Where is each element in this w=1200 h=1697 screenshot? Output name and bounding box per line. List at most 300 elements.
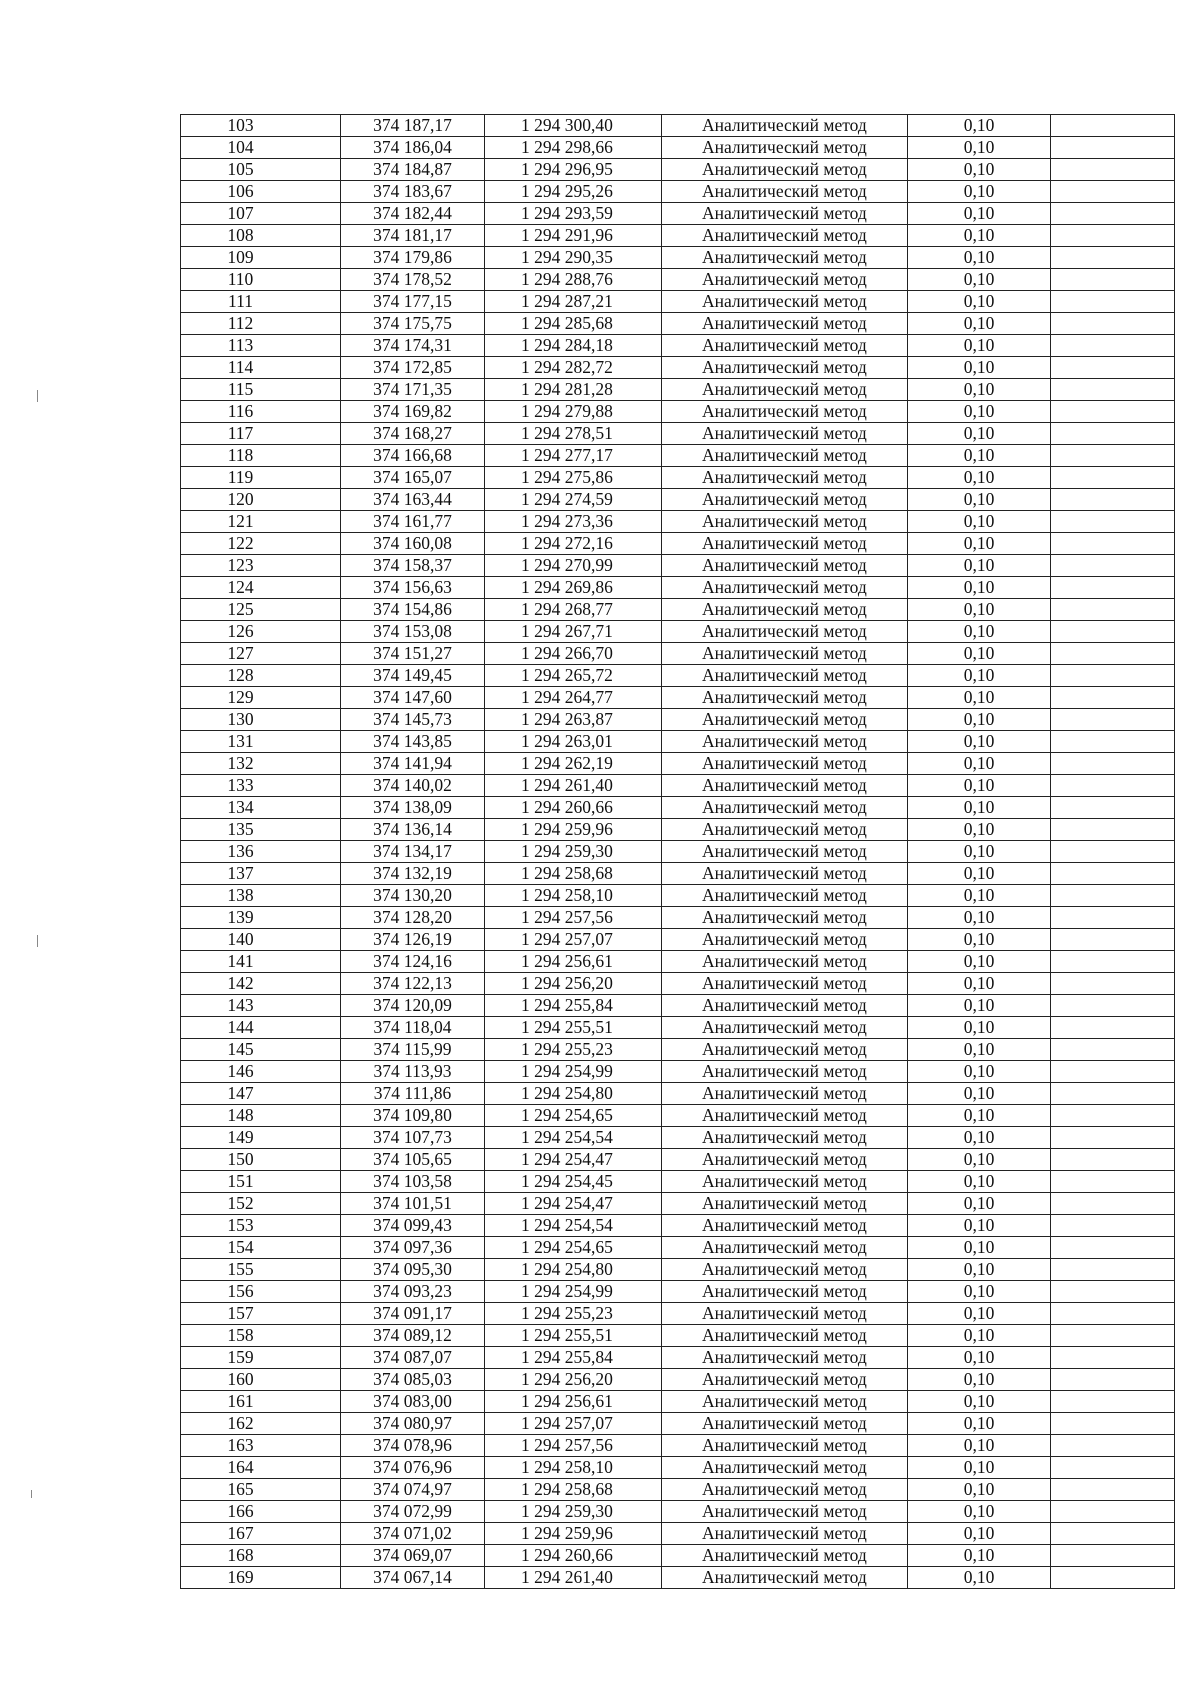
coordinates-table <box>180 114 1175 1589</box>
note-cell <box>1051 687 1175 709</box>
method-cell: Аналитический метод <box>662 225 908 247</box>
x-coordinate-cell: 374 174,31 <box>341 335 485 357</box>
accuracy-cell: 0,10 <box>908 1281 1051 1303</box>
point-number-cell: 147 <box>181 1083 341 1105</box>
note-cell <box>1051 423 1175 445</box>
accuracy-cell: 0,10 <box>908 1391 1051 1413</box>
accuracy-cell: 0,10 <box>908 995 1051 1017</box>
note-cell <box>1051 1303 1175 1325</box>
note-cell <box>1051 753 1175 775</box>
table-row <box>181 599 1175 621</box>
method-cell: Аналитический метод <box>662 291 908 313</box>
point-number-cell: 117 <box>181 423 341 445</box>
note-cell <box>1051 1127 1175 1149</box>
x-coordinate-cell: 374 147,60 <box>341 687 485 709</box>
accuracy-cell: 0,10 <box>908 753 1051 775</box>
y-coordinate-cell: 1 294 254,80 <box>485 1259 662 1281</box>
point-number-cell: 146 <box>181 1061 341 1083</box>
y-coordinate-cell: 1 294 256,20 <box>485 973 662 995</box>
x-coordinate-cell: 374 151,27 <box>341 643 485 665</box>
accuracy-cell: 0,10 <box>908 379 1051 401</box>
x-coordinate-cell: 374 076,96 <box>341 1457 485 1479</box>
x-coordinate-cell: 374 179,86 <box>341 247 485 269</box>
x-coordinate-cell: 374 136,14 <box>341 819 485 841</box>
note-cell <box>1051 1457 1175 1479</box>
table-row <box>181 1325 1175 1347</box>
note-cell <box>1051 1567 1175 1589</box>
y-coordinate-cell: 1 294 268,77 <box>485 599 662 621</box>
note-cell <box>1051 269 1175 291</box>
x-coordinate-cell: 374 069,07 <box>341 1545 485 1567</box>
y-coordinate-cell: 1 294 275,86 <box>485 467 662 489</box>
accuracy-cell: 0,10 <box>908 181 1051 203</box>
method-cell: Аналитический метод <box>662 709 908 731</box>
x-coordinate-cell: 374 141,94 <box>341 753 485 775</box>
point-number-cell: 154 <box>181 1237 341 1259</box>
accuracy-cell: 0,10 <box>908 511 1051 533</box>
method-cell: Аналитический метод <box>662 489 908 511</box>
table-row <box>181 643 1175 665</box>
y-coordinate-cell: 1 294 263,87 <box>485 709 662 731</box>
method-cell: Аналитический метод <box>662 1523 908 1545</box>
y-coordinate-cell: 1 294 300,40 <box>485 115 662 137</box>
table-row <box>181 291 1175 313</box>
point-number-cell: 145 <box>181 1039 341 1061</box>
x-coordinate-cell: 374 109,80 <box>341 1105 485 1127</box>
note-cell <box>1051 951 1175 973</box>
note-cell <box>1051 357 1175 379</box>
point-number-cell: 134 <box>181 797 341 819</box>
point-number-cell: 133 <box>181 775 341 797</box>
method-cell: Аналитический метод <box>662 1061 908 1083</box>
accuracy-cell: 0,10 <box>908 115 1051 137</box>
point-number-cell: 155 <box>181 1259 341 1281</box>
x-coordinate-cell: 374 169,82 <box>341 401 485 423</box>
method-cell: Аналитический метод <box>662 951 908 973</box>
accuracy-cell: 0,10 <box>908 819 1051 841</box>
accuracy-cell: 0,10 <box>908 1061 1051 1083</box>
y-coordinate-cell: 1 294 255,84 <box>485 995 662 1017</box>
table-row <box>181 137 1175 159</box>
point-number-cell: 132 <box>181 753 341 775</box>
table-row <box>181 1303 1175 1325</box>
note-cell <box>1051 1523 1175 1545</box>
y-coordinate-cell: 1 294 285,68 <box>485 313 662 335</box>
point-number-cell: 116 <box>181 401 341 423</box>
accuracy-cell: 0,10 <box>908 687 1051 709</box>
note-cell <box>1051 1083 1175 1105</box>
accuracy-cell: 0,10 <box>908 841 1051 863</box>
method-cell: Аналитический метод <box>662 1325 908 1347</box>
table-row <box>181 665 1175 687</box>
accuracy-cell: 0,10 <box>908 1347 1051 1369</box>
table-row <box>181 1259 1175 1281</box>
point-number-cell: 105 <box>181 159 341 181</box>
x-coordinate-cell: 374 067,14 <box>341 1567 485 1589</box>
y-coordinate-cell: 1 294 256,20 <box>485 1369 662 1391</box>
y-coordinate-cell: 1 294 284,18 <box>485 335 662 357</box>
x-coordinate-cell: 374 120,09 <box>341 995 485 1017</box>
method-cell: Аналитический метод <box>662 401 908 423</box>
point-number-cell: 119 <box>181 467 341 489</box>
point-number-cell: 148 <box>181 1105 341 1127</box>
point-number-cell: 129 <box>181 687 341 709</box>
y-coordinate-cell: 1 294 270,99 <box>485 555 662 577</box>
point-number-cell: 160 <box>181 1369 341 1391</box>
y-coordinate-cell: 1 294 254,99 <box>485 1061 662 1083</box>
note-cell <box>1051 115 1175 137</box>
note-cell <box>1051 401 1175 423</box>
accuracy-cell: 0,10 <box>908 599 1051 621</box>
method-cell: Аналитический метод <box>662 1105 908 1127</box>
x-coordinate-cell: 374 089,12 <box>341 1325 485 1347</box>
accuracy-cell: 0,10 <box>908 1369 1051 1391</box>
accuracy-cell: 0,10 <box>908 1083 1051 1105</box>
y-coordinate-cell: 1 294 254,47 <box>485 1149 662 1171</box>
point-number-cell: 152 <box>181 1193 341 1215</box>
method-cell: Аналитический метод <box>662 313 908 335</box>
accuracy-cell: 0,10 <box>908 1567 1051 1589</box>
y-coordinate-cell: 1 294 254,54 <box>485 1215 662 1237</box>
method-cell: Аналитический метод <box>662 885 908 907</box>
accuracy-cell: 0,10 <box>908 643 1051 665</box>
method-cell: Аналитический метод <box>662 203 908 225</box>
note-cell <box>1051 203 1175 225</box>
table-row <box>181 995 1175 1017</box>
method-cell: Аналитический метод <box>662 555 908 577</box>
table-row <box>181 1479 1175 1501</box>
y-coordinate-cell: 1 294 257,56 <box>485 907 662 929</box>
method-cell: Аналитический метод <box>662 643 908 665</box>
point-number-cell: 115 <box>181 379 341 401</box>
y-coordinate-cell: 1 294 287,21 <box>485 291 662 313</box>
y-coordinate-cell: 1 294 291,96 <box>485 225 662 247</box>
y-coordinate-cell: 1 294 258,10 <box>485 885 662 907</box>
accuracy-cell: 0,10 <box>908 401 1051 423</box>
y-coordinate-cell: 1 294 256,61 <box>485 1391 662 1413</box>
y-coordinate-cell: 1 294 273,36 <box>485 511 662 533</box>
table-row <box>181 775 1175 797</box>
method-cell: Аналитический метод <box>662 1457 908 1479</box>
note-cell <box>1051 511 1175 533</box>
point-number-cell: 157 <box>181 1303 341 1325</box>
note-cell <box>1051 555 1175 577</box>
x-coordinate-cell: 374 099,43 <box>341 1215 485 1237</box>
note-cell <box>1051 489 1175 511</box>
y-coordinate-cell: 1 294 277,17 <box>485 445 662 467</box>
table-row <box>181 621 1175 643</box>
coordinates-table-body <box>181 115 1175 1589</box>
point-number-cell: 106 <box>181 181 341 203</box>
y-coordinate-cell: 1 294 265,72 <box>485 665 662 687</box>
point-number-cell: 168 <box>181 1545 341 1567</box>
accuracy-cell: 0,10 <box>908 159 1051 181</box>
point-number-cell: 109 <box>181 247 341 269</box>
x-coordinate-cell: 374 140,02 <box>341 775 485 797</box>
method-cell: Аналитический метод <box>662 1083 908 1105</box>
y-coordinate-cell: 1 294 255,23 <box>485 1039 662 1061</box>
accuracy-cell: 0,10 <box>908 1457 1051 1479</box>
x-coordinate-cell: 374 158,37 <box>341 555 485 577</box>
note-cell <box>1051 1435 1175 1457</box>
point-number-cell: 108 <box>181 225 341 247</box>
note-cell <box>1051 819 1175 841</box>
table-row <box>181 907 1175 929</box>
method-cell: Аналитический метод <box>662 973 908 995</box>
method-cell: Аналитический метод <box>662 467 908 489</box>
x-coordinate-cell: 374 143,85 <box>341 731 485 753</box>
y-coordinate-cell: 1 294 293,59 <box>485 203 662 225</box>
y-coordinate-cell: 1 294 254,47 <box>485 1193 662 1215</box>
point-number-cell: 169 <box>181 1567 341 1589</box>
note-cell <box>1051 929 1175 951</box>
x-coordinate-cell: 374 126,19 <box>341 929 485 951</box>
point-number-cell: 141 <box>181 951 341 973</box>
table-row <box>181 1457 1175 1479</box>
accuracy-cell: 0,10 <box>908 225 1051 247</box>
point-number-cell: 121 <box>181 511 341 533</box>
point-number-cell: 167 <box>181 1523 341 1545</box>
y-coordinate-cell: 1 294 262,19 <box>485 753 662 775</box>
point-number-cell: 165 <box>181 1479 341 1501</box>
accuracy-cell: 0,10 <box>908 797 1051 819</box>
accuracy-cell: 0,10 <box>908 1039 1051 1061</box>
accuracy-cell: 0,10 <box>908 1127 1051 1149</box>
table-row <box>181 335 1175 357</box>
table-row <box>181 313 1175 335</box>
point-number-cell: 142 <box>181 973 341 995</box>
x-coordinate-cell: 374 177,15 <box>341 291 485 313</box>
x-coordinate-cell: 374 184,87 <box>341 159 485 181</box>
accuracy-cell: 0,10 <box>908 1545 1051 1567</box>
table-row <box>181 1567 1175 1589</box>
table-row <box>181 1149 1175 1171</box>
note-cell <box>1051 1237 1175 1259</box>
accuracy-cell: 0,10 <box>908 621 1051 643</box>
x-coordinate-cell: 374 111,86 <box>341 1083 485 1105</box>
method-cell: Аналитический метод <box>662 797 908 819</box>
scan-mark-left-3 <box>31 1490 32 1498</box>
method-cell: Аналитический метод <box>662 1039 908 1061</box>
accuracy-cell: 0,10 <box>908 929 1051 951</box>
point-number-cell: 166 <box>181 1501 341 1523</box>
y-coordinate-cell: 1 294 255,51 <box>485 1325 662 1347</box>
note-cell <box>1051 1413 1175 1435</box>
method-cell: Аналитический метод <box>662 1171 908 1193</box>
x-coordinate-cell: 374 105,65 <box>341 1149 485 1171</box>
note-cell <box>1051 181 1175 203</box>
accuracy-cell: 0,10 <box>908 1149 1051 1171</box>
y-coordinate-cell: 1 294 267,71 <box>485 621 662 643</box>
note-cell <box>1051 1259 1175 1281</box>
note-cell <box>1051 1391 1175 1413</box>
method-cell: Аналитический метод <box>662 269 908 291</box>
x-coordinate-cell: 374 160,08 <box>341 533 485 555</box>
note-cell <box>1051 1369 1175 1391</box>
note-cell <box>1051 863 1175 885</box>
accuracy-cell: 0,10 <box>908 1215 1051 1237</box>
method-cell: Аналитический метод <box>662 1501 908 1523</box>
method-cell: Аналитический метод <box>662 863 908 885</box>
y-coordinate-cell: 1 294 274,59 <box>485 489 662 511</box>
note-cell <box>1051 775 1175 797</box>
x-coordinate-cell: 374 072,99 <box>341 1501 485 1523</box>
point-number-cell: 143 <box>181 995 341 1017</box>
note-cell <box>1051 797 1175 819</box>
table-row <box>181 1347 1175 1369</box>
note-cell <box>1051 1039 1175 1061</box>
method-cell: Аналитический метод <box>662 995 908 1017</box>
method-cell: Аналитический метод <box>662 1127 908 1149</box>
point-number-cell: 144 <box>181 1017 341 1039</box>
x-coordinate-cell: 374 181,17 <box>341 225 485 247</box>
method-cell: Аналитический метод <box>662 577 908 599</box>
note-cell <box>1051 159 1175 181</box>
accuracy-cell: 0,10 <box>908 1501 1051 1523</box>
note-cell <box>1051 1281 1175 1303</box>
y-coordinate-cell: 1 294 290,35 <box>485 247 662 269</box>
accuracy-cell: 0,10 <box>908 1171 1051 1193</box>
table-row <box>181 423 1175 445</box>
accuracy-cell: 0,10 <box>908 709 1051 731</box>
point-number-cell: 124 <box>181 577 341 599</box>
method-cell: Аналитический метод <box>662 1545 908 1567</box>
method-cell: Аналитический метод <box>662 423 908 445</box>
accuracy-cell: 0,10 <box>908 1259 1051 1281</box>
note-cell <box>1051 291 1175 313</box>
x-coordinate-cell: 374 132,19 <box>341 863 485 885</box>
point-number-cell: 156 <box>181 1281 341 1303</box>
accuracy-cell: 0,10 <box>908 775 1051 797</box>
y-coordinate-cell: 1 294 255,84 <box>485 1347 662 1369</box>
y-coordinate-cell: 1 294 260,66 <box>485 1545 662 1567</box>
x-coordinate-cell: 374 165,07 <box>341 467 485 489</box>
y-coordinate-cell: 1 294 269,86 <box>485 577 662 599</box>
method-cell: Аналитический метод <box>662 599 908 621</box>
y-coordinate-cell: 1 294 263,01 <box>485 731 662 753</box>
accuracy-cell: 0,10 <box>908 1105 1051 1127</box>
y-coordinate-cell: 1 294 279,88 <box>485 401 662 423</box>
note-cell <box>1051 665 1175 687</box>
point-number-cell: 125 <box>181 599 341 621</box>
table-row <box>181 1435 1175 1457</box>
method-cell: Аналитический метод <box>662 511 908 533</box>
accuracy-cell: 0,10 <box>908 1413 1051 1435</box>
table-row <box>181 797 1175 819</box>
point-number-cell: 150 <box>181 1149 341 1171</box>
table-row <box>181 577 1175 599</box>
point-number-cell: 112 <box>181 313 341 335</box>
point-number-cell: 162 <box>181 1413 341 1435</box>
note-cell <box>1051 973 1175 995</box>
x-coordinate-cell: 374 101,51 <box>341 1193 485 1215</box>
method-cell: Аналитический метод <box>662 1193 908 1215</box>
table-row <box>181 269 1175 291</box>
x-coordinate-cell: 374 113,93 <box>341 1061 485 1083</box>
note-cell <box>1051 1061 1175 1083</box>
y-coordinate-cell: 1 294 298,66 <box>485 137 662 159</box>
table-row <box>181 1083 1175 1105</box>
y-coordinate-cell: 1 294 257,07 <box>485 1413 662 1435</box>
table-row <box>181 159 1175 181</box>
method-cell: Аналитический метод <box>662 247 908 269</box>
table-row <box>181 819 1175 841</box>
y-coordinate-cell: 1 294 258,10 <box>485 1457 662 1479</box>
x-coordinate-cell: 374 093,23 <box>341 1281 485 1303</box>
accuracy-cell: 0,10 <box>908 533 1051 555</box>
table-row <box>181 1413 1175 1435</box>
method-cell: Аналитический метод <box>662 907 908 929</box>
note-cell <box>1051 225 1175 247</box>
table-row <box>181 467 1175 489</box>
x-coordinate-cell: 374 080,97 <box>341 1413 485 1435</box>
point-number-cell: 118 <box>181 445 341 467</box>
note-cell <box>1051 1347 1175 1369</box>
method-cell: Аналитический метод <box>662 1391 908 1413</box>
method-cell: Аналитический метод <box>662 1303 908 1325</box>
y-coordinate-cell: 1 294 256,61 <box>485 951 662 973</box>
table-row <box>181 1545 1175 1567</box>
method-cell: Аналитический метод <box>662 1347 908 1369</box>
x-coordinate-cell: 374 172,85 <box>341 357 485 379</box>
method-cell: Аналитический метод <box>662 379 908 401</box>
accuracy-cell: 0,10 <box>908 577 1051 599</box>
accuracy-cell: 0,10 <box>908 1303 1051 1325</box>
table-row <box>181 225 1175 247</box>
note-cell <box>1051 1215 1175 1237</box>
table-row <box>181 203 1175 225</box>
point-number-cell: 123 <box>181 555 341 577</box>
table-row <box>181 1105 1175 1127</box>
accuracy-cell: 0,10 <box>908 291 1051 313</box>
note-cell <box>1051 841 1175 863</box>
y-coordinate-cell: 1 294 254,80 <box>485 1083 662 1105</box>
x-coordinate-cell: 374 085,03 <box>341 1369 485 1391</box>
accuracy-cell: 0,10 <box>908 863 1051 885</box>
accuracy-cell: 0,10 <box>908 489 1051 511</box>
accuracy-cell: 0,10 <box>908 665 1051 687</box>
y-coordinate-cell: 1 294 257,56 <box>485 1435 662 1457</box>
point-number-cell: 114 <box>181 357 341 379</box>
method-cell: Аналитический метод <box>662 1413 908 1435</box>
accuracy-cell: 0,10 <box>908 313 1051 335</box>
point-number-cell: 164 <box>181 1457 341 1479</box>
table-row <box>181 555 1175 577</box>
note-cell <box>1051 907 1175 929</box>
table-row <box>181 401 1175 423</box>
note-cell <box>1051 1105 1175 1127</box>
x-coordinate-cell: 374 171,35 <box>341 379 485 401</box>
y-coordinate-cell: 1 294 288,76 <box>485 269 662 291</box>
x-coordinate-cell: 374 168,27 <box>341 423 485 445</box>
x-coordinate-cell: 374 083,00 <box>341 1391 485 1413</box>
note-cell <box>1051 1479 1175 1501</box>
accuracy-cell: 0,10 <box>908 1193 1051 1215</box>
point-number-cell: 107 <box>181 203 341 225</box>
method-cell: Аналитический метод <box>662 775 908 797</box>
accuracy-cell: 0,10 <box>908 445 1051 467</box>
point-number-cell: 139 <box>181 907 341 929</box>
note-cell <box>1051 313 1175 335</box>
accuracy-cell: 0,10 <box>908 247 1051 269</box>
note-cell <box>1051 995 1175 1017</box>
accuracy-cell: 0,10 <box>908 357 1051 379</box>
accuracy-cell: 0,10 <box>908 973 1051 995</box>
point-number-cell: 103 <box>181 115 341 137</box>
table-row <box>181 753 1175 775</box>
y-coordinate-cell: 1 294 255,51 <box>485 1017 662 1039</box>
y-coordinate-cell: 1 294 255,23 <box>485 1303 662 1325</box>
